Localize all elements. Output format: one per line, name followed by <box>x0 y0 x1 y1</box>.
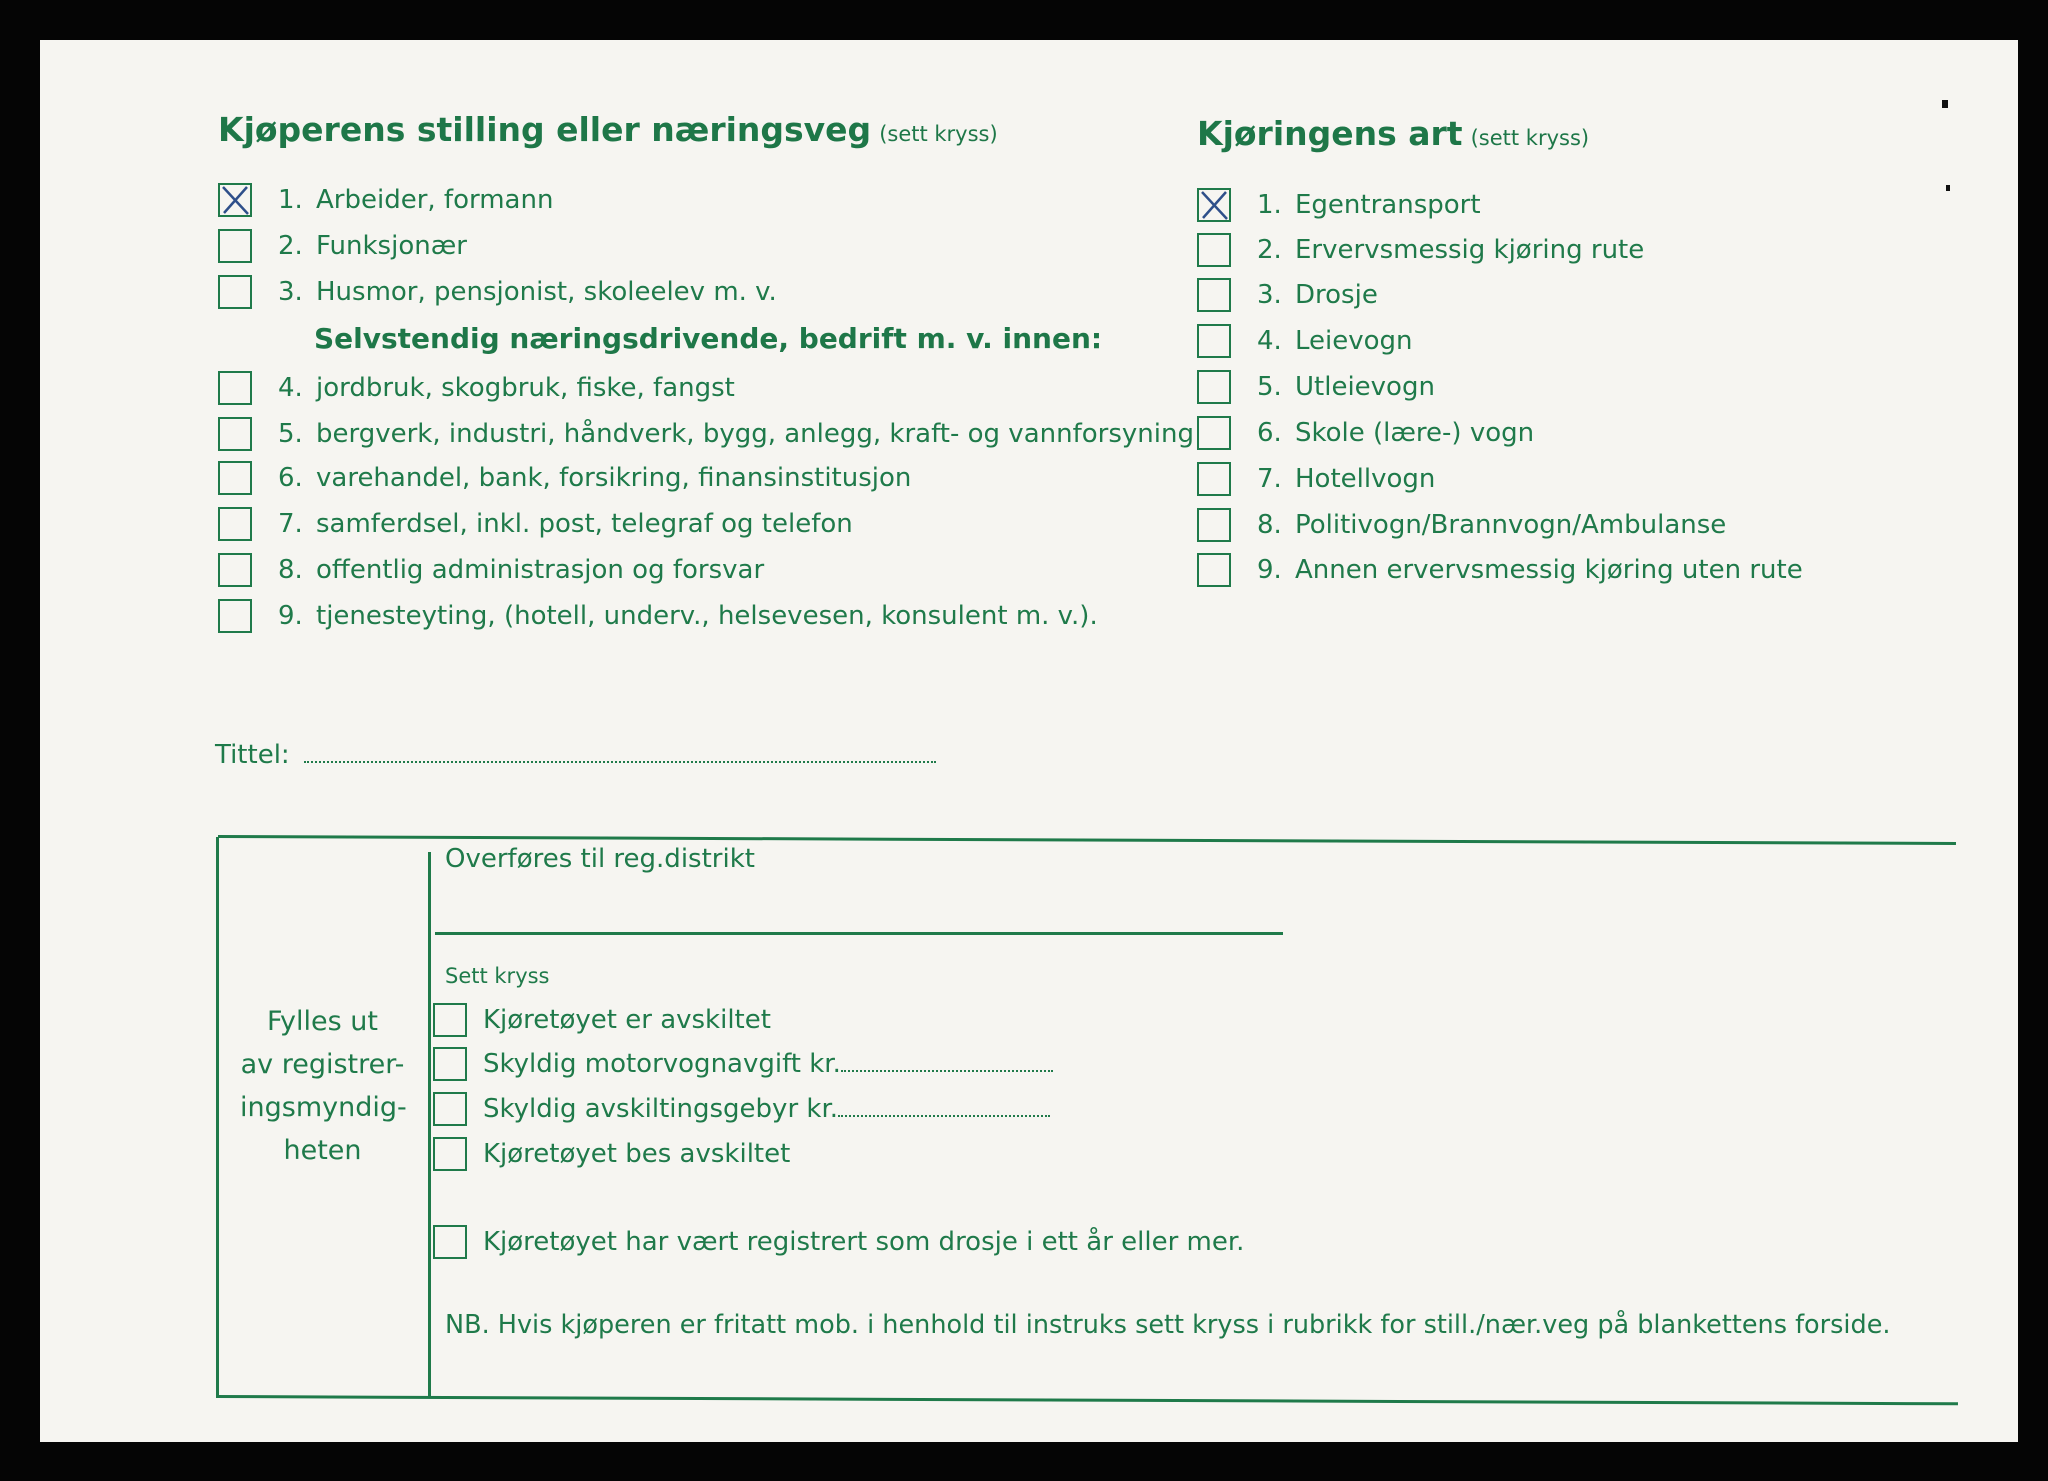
lower-check-label: Kjøretøyet er avskiltet <box>483 1005 771 1035</box>
option-number: 3. <box>278 277 303 307</box>
lower-checkbox-3[interactable] <box>433 1092 467 1126</box>
right-option-label <box>1257 418 1534 448</box>
option-text: varehandel, bank, forsikring, finansinstitusjon <box>316 463 912 493</box>
sett-kryss-label: Sett kryss <box>445 964 550 988</box>
option-number: 9. <box>278 601 303 631</box>
drosje-check-label: Kjøretøyet har vært registrert som drosje i ett år eller mer. <box>483 1227 1245 1257</box>
option-text: Skole (lære-) vogn <box>1295 418 1535 448</box>
option-text: samferdsel, inkl. post, telegraf og telefon <box>316 509 853 539</box>
option-number: 7. <box>1257 464 1282 494</box>
form-sheet <box>40 40 2018 1442</box>
left-a-checkbox-3[interactable] <box>218 275 252 309</box>
side-label-line: ingsmyndig- <box>240 1092 407 1123</box>
option-text: Annen ervervsmessig kjøring uten rute <box>1295 555 1803 585</box>
option-number: 4. <box>1257 326 1282 356</box>
option-text: Drosje <box>1295 280 1378 310</box>
right-checkbox-5[interactable] <box>1197 370 1231 404</box>
option-text: Funksjonær <box>316 231 467 261</box>
right-checkbox-4[interactable] <box>1197 324 1231 358</box>
side-label-line: Fylles ut <box>267 1006 378 1037</box>
option-number: 1. <box>1257 190 1282 220</box>
option-text: Utleievogn <box>1295 372 1435 402</box>
right-option-label <box>1257 555 1803 585</box>
right-option-label <box>1257 326 1413 356</box>
right-checkbox-1[interactable] <box>1197 188 1231 222</box>
right-checkbox-8[interactable] <box>1197 508 1231 542</box>
lower-check-row <box>483 1139 790 1169</box>
left-a-checkbox-2[interactable] <box>218 229 252 263</box>
left-hint: (sett kryss) <box>879 122 998 146</box>
option-number: 2. <box>278 231 303 261</box>
left-a-checkbox-1[interactable] <box>218 183 252 217</box>
option-number: 1. <box>278 185 303 215</box>
option-number: 2. <box>1257 235 1282 265</box>
right-title: Kjøringens art <box>1197 114 1463 153</box>
left-heading <box>218 110 998 149</box>
right-hint: (sett kryss) <box>1470 126 1590 150</box>
left-b-option-label <box>278 373 735 403</box>
left-b-checkbox-1[interactable] <box>218 371 252 405</box>
right-checkbox-3[interactable] <box>1197 278 1231 312</box>
right-option-label <box>1257 280 1378 310</box>
side-label <box>240 1000 405 1172</box>
left-a-option-label <box>278 277 777 307</box>
lower-checkbox-2[interactable] <box>433 1047 467 1081</box>
left-b-option-label <box>278 419 1194 449</box>
option-text: Ervervsmessig kjøring rute <box>1295 235 1645 265</box>
lower-check-label: Kjøretøyet bes avskiltet <box>483 1139 791 1169</box>
left-b-checkbox-3[interactable] <box>218 461 252 495</box>
side-label-line: av registrer- <box>240 1049 405 1080</box>
option-text: bergverk, industri, håndverk, bygg, anlegg, kraft- og vannforsyning <box>316 419 1194 449</box>
amount-field[interactable] <box>838 1115 1050 1117</box>
option-number: 7. <box>278 509 303 539</box>
option-text: offentlig administrasjon og forsvar <box>316 555 765 585</box>
right-option-label <box>1257 464 1435 494</box>
lower-box-divider <box>428 852 431 1397</box>
option-number: 8. <box>278 555 303 585</box>
option-text: Arbeider, formann <box>316 185 554 215</box>
left-subheading: Selvstendig næringsdrivende, bedrift m. v. innen: <box>314 322 1103 355</box>
option-number: 5. <box>278 419 303 449</box>
punch-mark <box>1942 100 1948 108</box>
tittel-row <box>215 740 936 770</box>
side-label-line: heten <box>283 1135 362 1166</box>
lower-box-left-border <box>216 837 219 1397</box>
amount-field[interactable] <box>841 1070 1053 1072</box>
option-number: 3. <box>1257 280 1282 310</box>
left-b-checkbox-4[interactable] <box>218 507 252 541</box>
option-text: Husmor, pensjonist, skoleelev m. v. <box>316 277 777 307</box>
transfer-label: Overføres til reg.distrikt <box>445 844 755 874</box>
punch-mark <box>1946 185 1950 191</box>
option-number: 8. <box>1257 510 1282 540</box>
lower-checkbox-1[interactable] <box>433 1003 467 1037</box>
left-a-option-label <box>278 231 467 261</box>
right-heading <box>1197 114 1589 153</box>
right-option-label <box>1257 190 1481 220</box>
right-checkbox-2[interactable] <box>1197 233 1231 267</box>
left-b-checkbox-5[interactable] <box>218 553 252 587</box>
right-option-label <box>1257 235 1644 265</box>
option-text: Egentransport <box>1295 190 1481 220</box>
left-b-option-label <box>278 555 764 585</box>
left-b-option-label <box>278 601 1098 631</box>
option-text: Leievogn <box>1295 326 1413 356</box>
option-number: 4. <box>278 373 303 403</box>
option-number: 9. <box>1257 555 1282 585</box>
option-number: 5. <box>1257 372 1282 402</box>
right-checkbox-9[interactable] <box>1197 553 1231 587</box>
lower-check-row <box>483 1005 771 1035</box>
option-number: 6. <box>278 463 303 493</box>
option-number: 6. <box>1257 418 1282 448</box>
tittel-label: Tittel: <box>215 740 290 770</box>
option-text: Hotellvogn <box>1295 464 1436 494</box>
option-text: jordbruk, skogbruk, fiske, fangst <box>316 373 735 403</box>
left-b-checkbox-6[interactable] <box>218 599 252 633</box>
left-title: Kjøperens stilling eller næringsveg <box>218 110 872 149</box>
left-b-option-label <box>278 463 911 493</box>
transfer-district-field[interactable] <box>435 932 1283 935</box>
tittel-field[interactable] <box>304 761 936 763</box>
nb-note: NB. Hvis kjøperen er fritatt mob. i henhold til instruks sett kryss i rubrikk for still./nær.veg på blankettens forside. <box>445 1310 1891 1340</box>
left-a-option-label <box>278 185 553 215</box>
left-b-option-label <box>278 509 853 539</box>
lower-check-label: Skyldig avskiltingsgebyr kr. <box>483 1094 839 1124</box>
right-option-label <box>1257 372 1435 402</box>
lower-check-label: Skyldig motorvognavgift kr. <box>483 1049 841 1079</box>
drosje-checkbox[interactable] <box>433 1225 467 1259</box>
right-checkbox-6[interactable] <box>1197 416 1231 450</box>
lower-check-row <box>483 1049 1053 1079</box>
lower-checkbox-4[interactable] <box>433 1137 467 1171</box>
lower-box-bottom-border <box>216 1395 1958 1405</box>
left-b-checkbox-2[interactable] <box>218 417 252 451</box>
right-checkbox-7[interactable] <box>1197 462 1231 496</box>
option-text: Politivogn/Brannvogn/Ambulanse <box>1295 510 1727 540</box>
lower-check-row <box>483 1094 1050 1124</box>
option-text: tjenesteyting, (hotell, underv., helsevesen, konsulent m. v.). <box>316 601 1098 631</box>
right-option-label <box>1257 510 1726 540</box>
